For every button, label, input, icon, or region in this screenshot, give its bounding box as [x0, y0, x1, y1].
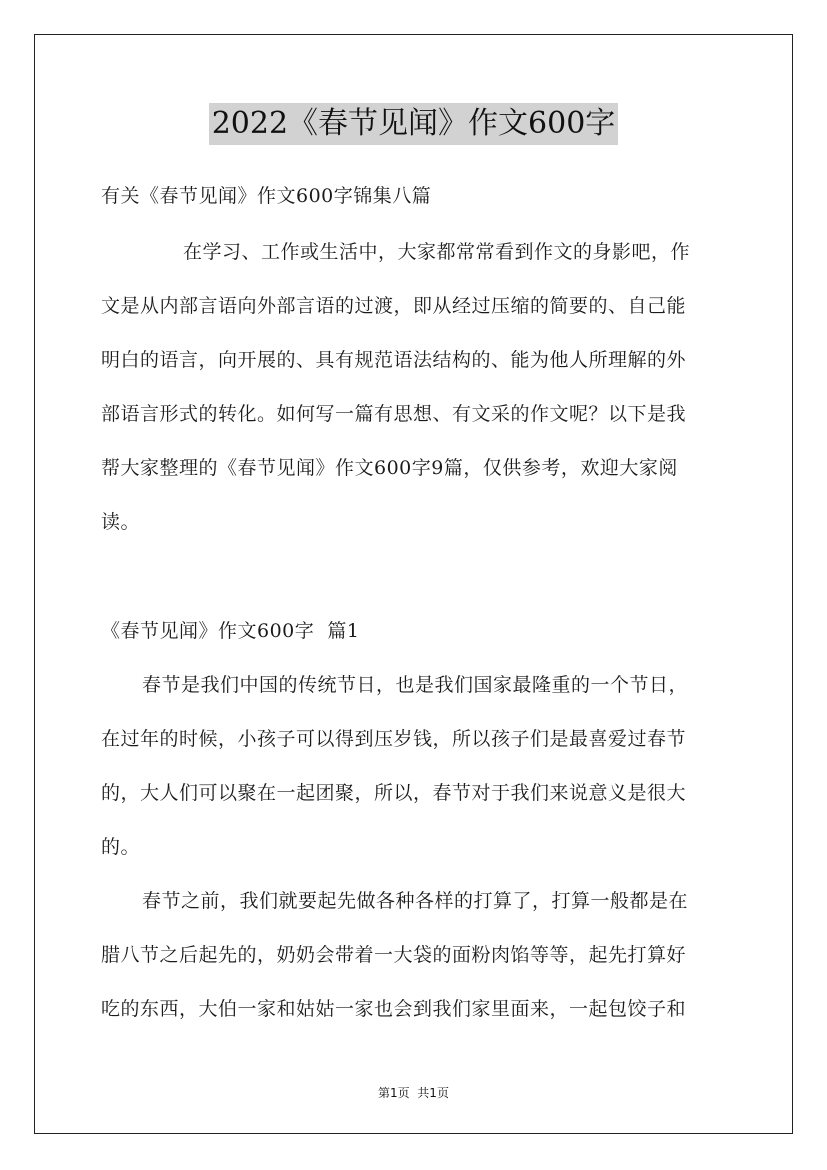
para1-line-3: 的，大人们可以聚在一起团聚，所以，春节对于我们来说意义是很大	[101, 782, 687, 804]
section-heading: 《春节见闻》作文600字 篇1	[101, 620, 360, 642]
para2-line-2: 腊八节之后起先的，奶奶会带着一大袋的面粉肉馅等等，起先打算好	[101, 944, 687, 966]
intro-line-2: 文是从内部言语向外部言语的过渡，即从经过压缩的简要的、自己能	[101, 295, 687, 317]
document-title: 2022《春节见闻》作文600字	[209, 103, 619, 145]
para1-line-4: 的。	[101, 836, 141, 858]
para2-line-3: 吃的东西，大伯一家和姑姑一家也会到我们家里面来，一起包饺子和	[101, 998, 687, 1020]
intro-line-4: 部语言形式的转化。如何写一篇有思想、有文采的作文呢？以下是我	[101, 403, 687, 425]
title-container	[0, 103, 827, 145]
intro-line-5: 帮大家整理的《春节见闻》作文600字9篇，仅供参考，欢迎大家阅	[101, 457, 678, 479]
intro-line-6: 读。	[101, 511, 141, 533]
para2-line-1: 春节之前，我们就要起先做各种各样的打算了，打算一般都是在	[142, 890, 689, 912]
para1-line-1: 春节是我们中国的传统节日，也是我们国家最隆重的一个节日，	[142, 674, 689, 696]
para1-line-2: 在过年的时候，小孩子可以得到压岁钱，所以孩子们是最喜爱过春节	[101, 728, 687, 750]
document-subtitle: 有关《春节见闻》作文600字锦集八篇	[101, 185, 432, 207]
page-footer: 第1页 共1页	[378, 1086, 449, 1100]
intro-line-3: 明白的语言，向开展的、具有规范语法结构的、能为他人所理解的外	[101, 349, 687, 371]
intro-line-1: 在学习、工作或生活中，大家都常常看到作文的身影吧，作	[183, 241, 691, 263]
